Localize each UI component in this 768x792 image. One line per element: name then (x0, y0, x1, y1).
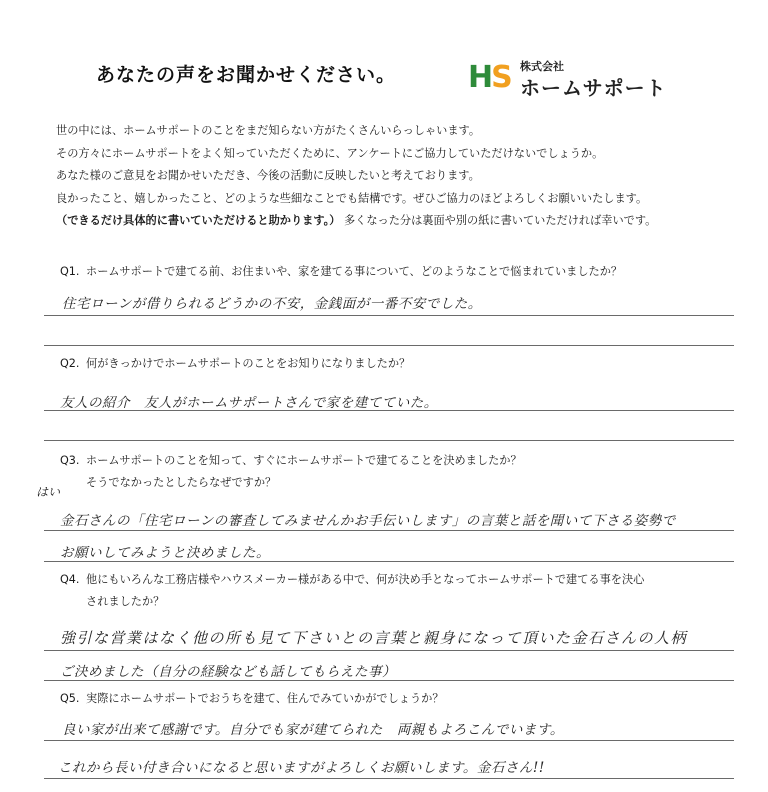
answer-1-line-1: 住宅ローンが借りられるどうかの不安，金銭面が一番不安でした。 (62, 296, 482, 312)
question-label: Q4. (60, 573, 80, 586)
answer-5-line-2: これから長い付き合いになると思いますがよろしくお願いします。金石さん!! (58, 760, 545, 776)
question-4 (60, 570, 644, 590)
intro-line: あなた様のご意見をお聞かせいただき、今後の活動に反映したいと考えております。 (56, 169, 480, 182)
question-label: Q3. (60, 454, 80, 467)
intro-bold-note: （できるだけ具体的に書いていただけると助かります。） (56, 214, 341, 227)
company-name: ホームサポート (520, 76, 667, 100)
company-type: 株式会社 (520, 60, 564, 73)
answer-rule (44, 680, 734, 681)
company-logo (468, 58, 698, 102)
question-label: Q1. (60, 265, 80, 278)
answer-rule (44, 740, 734, 741)
question-text: 何がきっかけでホームサポートのことをお知りになりましたか？ (86, 357, 411, 370)
intro-note-rest: 多くなった分は裏面や別の紙に書いていただければ幸いです。 (343, 214, 657, 227)
answer-rule (44, 650, 734, 651)
intro-line: その方々にホームサポートをよく知っていただくために、アンケートにご協力していただけないでしょうか。 (56, 146, 604, 160)
answer-rule (44, 440, 734, 441)
answer-2-line-1: 友人の紹介 友人がホームサポートさんで家を建てていた。 (60, 395, 438, 411)
question-text: ホームサポートで建てる前、お住まいや、家を建てる事について、どのようなことで悩まれていましたか？ (86, 265, 623, 278)
answer-3-line-1: 金石さんの「住宅ローンの審査してみませんかお手伝いします」の言葉と話を聞いて下さる姿勢で (60, 513, 676, 529)
answer-rule (44, 410, 734, 411)
intro-line: 世の中には、ホームサポートのことをまだ知らない方がたくさんいらっしゃいます。 (56, 124, 481, 137)
intro-note (56, 210, 746, 233)
question-label: Q2. (60, 357, 80, 370)
question-5 (60, 689, 444, 709)
question-text: 実際にホームサポートでおうちを建て、住んでみていかがでしょうか？ (86, 692, 444, 705)
question-3-subtext: そうでなかったとしたらなぜですか？ (86, 476, 277, 489)
answer-rule (44, 561, 734, 562)
answer-3-prefix: はい (36, 485, 61, 499)
answer-rule (44, 530, 734, 531)
answer-3-line-2: お願いしてみようと決めました。 (60, 545, 270, 561)
answer-rule (44, 778, 734, 779)
answer-5-line-1: 良い家が出来て感謝です。自分でも家が建てられた 両親もよろこんでいます。 (62, 722, 564, 738)
answer-4-line-1: 強引な営業はなく他の所も見て下さいとの言葉と親身になって頂いた金石さんの人柄 (60, 629, 688, 647)
question-text: ホームサポートのことを知って、すぐにホームサポートで建てることを決めましたか？ (86, 454, 522, 467)
question-3 (60, 451, 522, 471)
question-label: Q5. (60, 692, 80, 705)
question-4-subtext: されましたか？ (86, 595, 165, 608)
hs-logo-mark: HS (468, 60, 511, 95)
question-2 (60, 354, 410, 374)
answer-rule (44, 345, 734, 346)
answer-4-line-2: ご決めました（自分の経験なども話してもらえた事） (60, 664, 396, 680)
intro-line: 良かったこと、嬉しかったこと、どのような些細なことでも結構です。ぜひご協力のほどよろしくお願いいたします。 (56, 191, 648, 205)
question-text: 他にもいろんな工務店様やハウスメーカー様がある中で、何が決め手となってホームサポートで建てる事を決心 (86, 573, 645, 586)
intro-text (56, 120, 746, 233)
answer-rule (44, 315, 734, 316)
page-title: あなたの声をお聞かせください。 (96, 64, 397, 86)
question-1 (60, 262, 622, 282)
